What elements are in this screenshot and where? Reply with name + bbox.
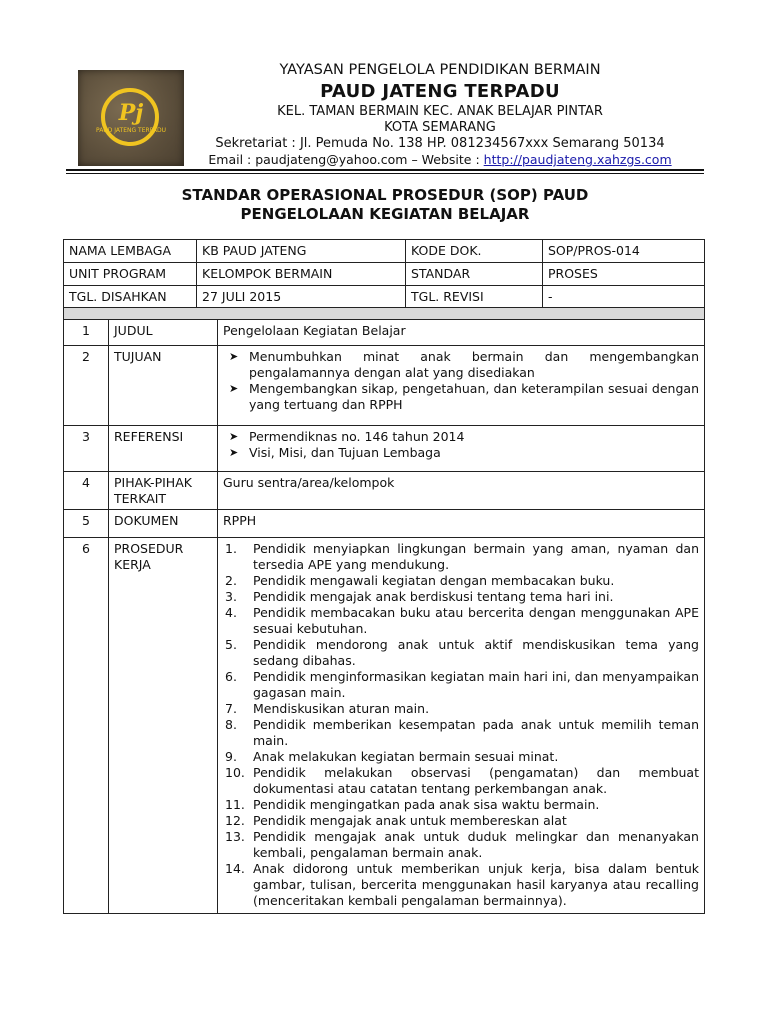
step-text: Pendidik mengingatkan pada anak sisa waktu bermain. <box>253 797 600 812</box>
step-text: Pendidik mengawali kegiatan dengan membacakan buku. <box>253 573 615 588</box>
step-number: 5. <box>225 637 237 652</box>
tujuan-list <box>223 349 699 413</box>
info-label: NAMA LEMBAGA <box>64 240 197 263</box>
sop-table <box>63 307 705 914</box>
step-text: Pendidik memberikan kesempatan pada anak untuk memilih teman main. <box>253 717 699 748</box>
procedure-step <box>223 701 699 717</box>
info-label: KODE DOK. <box>406 240 543 263</box>
info-value: 27 JULI 2015 <box>197 286 406 309</box>
info-label: UNIT PROGRAM <box>64 263 197 286</box>
step-text: Mendiskusikan aturan main. <box>253 701 430 716</box>
row-value: RPPH <box>218 510 705 538</box>
institution-name: PAUD JATENG TERPADU <box>320 81 560 102</box>
step-number: 13. <box>225 829 245 844</box>
letterhead-rule-thick <box>66 169 704 171</box>
prosedur-list <box>223 541 699 909</box>
procedure-step <box>223 813 699 829</box>
row-number: 1 <box>64 320 109 346</box>
row-label: JUDUL <box>109 320 218 346</box>
row-value: Pengelolaan Kegiatan Belajar <box>218 320 705 346</box>
step-text: Pendidik menyiapkan lingkungan bermain yang aman, nyaman dan tersedia APE yang mendukung. <box>253 541 699 572</box>
list-item: ➤ Permendiknas no. 146 tahun 2014 <box>223 429 699 445</box>
table-separator-row <box>64 308 705 320</box>
row-label: TUJUAN <box>109 346 218 426</box>
secretariat-line: Sekretariat : Jl. Pemuda No. 138 HP. 081234567xxx Semarang 50134 <box>215 136 665 151</box>
step-text: Pendidik membacakan buku atau bercerita dengan menggunakan APE sesuai kebutuhan. <box>253 605 699 636</box>
website-link[interactable]: http://paudjateng.xahzgs.com <box>483 152 672 167</box>
foundation-name: YAYASAN PENGELOLA PENDIDIKAN BERMAIN <box>279 62 601 78</box>
row-label: PIHAK-PIHAK TERKAIT <box>109 472 218 510</box>
paud-logo-image <box>78 70 184 166</box>
document-subtitle: PENGELOLAAN KEGIATAN BELAJAR <box>240 205 530 223</box>
info-value: KELOMPOK BERMAIN <box>197 263 406 286</box>
row-value: Guru sentra/area/kelompok <box>218 472 705 510</box>
row-value <box>218 426 705 472</box>
step-number: 14. <box>225 861 245 876</box>
logo-initials: Pj <box>118 100 144 126</box>
step-number: 6. <box>225 669 237 684</box>
info-label: TGL. REVISI <box>406 286 543 309</box>
row-label: PROSEDUR KERJA <box>109 538 218 914</box>
logo-subtext: PAUD JATENG TERPADU <box>95 127 167 134</box>
procedure-step <box>223 717 699 749</box>
email-text: Email : paudjateng@yahoo.com – Website : <box>208 152 484 167</box>
step-number: 2. <box>225 573 237 588</box>
procedure-step <box>223 829 699 861</box>
step-text: Pendidik menginformasikan kegiatan main hari ini, dan menyampaikan gagasan main. <box>253 669 699 700</box>
table-row <box>64 510 705 538</box>
row-number: 5 <box>64 510 109 538</box>
step-number: 3. <box>225 589 237 604</box>
row-number: 2 <box>64 346 109 426</box>
step-number: 8. <box>225 717 237 732</box>
step-text: Anak didorong untuk memberikan unjuk kerja, bisa dalam bentuk gambar, tulisan, bercerita menggunakan hasil karyanya atau recalling (menceritakan kembali pengalaman bermainnya). <box>253 861 699 908</box>
step-number: 11. <box>225 797 245 812</box>
procedure-step <box>223 861 699 909</box>
step-number: 7. <box>225 701 237 716</box>
info-value: PROSES <box>543 263 705 286</box>
step-number: 9. <box>225 749 237 764</box>
separator-cell <box>64 308 705 320</box>
info-label: TGL. DISAHKAN <box>64 286 197 309</box>
row-number: 4 <box>64 472 109 510</box>
letterhead-rule-thin <box>66 173 704 174</box>
table-row <box>64 320 705 346</box>
list-item: ➤ Menumbuhkan minat anak bermain dan mengembangkan pengalamannya dengan alat yang disediakan <box>223 349 699 381</box>
table-row <box>64 426 705 472</box>
procedure-step <box>223 589 699 605</box>
list-item: ➤ Mengembangkan sikap, pengetahuan, dan keterampilan sesuai dengan yang tertuang dan RPPH <box>223 381 699 413</box>
procedure-step <box>223 605 699 637</box>
table-row <box>64 286 705 309</box>
row-number: 3 <box>64 426 109 472</box>
row-value <box>218 538 705 914</box>
table-row <box>64 263 705 286</box>
step-text: Pendidik mengajak anak berdiskusi tentang tema hari ini. <box>253 589 614 604</box>
contact-line <box>190 152 690 167</box>
table-row <box>64 538 705 914</box>
procedure-step <box>223 797 699 813</box>
address-line: KEL. TAMAN BERMAIN KEC. ANAK BELAJAR PINTAR <box>277 104 603 119</box>
procedure-step <box>223 749 699 765</box>
city-line: KOTA SEMARANG <box>384 120 496 135</box>
step-number: 12. <box>225 813 245 828</box>
table-row <box>64 472 705 510</box>
row-value <box>218 346 705 426</box>
referensi-list <box>223 429 699 461</box>
step-text: Pendidik mengajak anak untuk duduk melingkar dan menanyakan kembali, pengalaman bermain anak. <box>253 829 699 860</box>
info-value: - <box>543 286 705 309</box>
procedure-step <box>223 669 699 701</box>
step-number: 1. <box>225 541 237 556</box>
info-label: STANDAR <box>406 263 543 286</box>
procedure-step <box>223 765 699 797</box>
row-label: REFERENSI <box>109 426 218 472</box>
step-number: 4. <box>225 605 237 620</box>
info-value: SOP/PROS-014 <box>543 240 705 263</box>
info-table <box>63 239 705 309</box>
document-title: STANDAR OPERASIONAL PROSEDUR (SOP) PAUD <box>181 186 589 204</box>
procedure-step <box>223 637 699 669</box>
info-value: KB PAUD JATENG <box>197 240 406 263</box>
step-text: Anak melakukan kegiatan bermain sesuai minat. <box>253 749 559 764</box>
table-row <box>64 346 705 426</box>
step-text: Pendidik mendorong anak untuk aktif mendiskusikan tema yang sedang dibahas. <box>253 637 699 668</box>
table-row <box>64 240 705 263</box>
list-item: ➤ Visi, Misi, dan Tujuan Lembaga <box>223 445 699 461</box>
row-number: 6 <box>64 538 109 914</box>
step-number: 10. <box>225 765 245 780</box>
procedure-step <box>223 573 699 589</box>
step-text: Pendidik mengajak anak untuk membereskan alat <box>253 813 567 828</box>
step-text: Pendidik melakukan observasi (pengamatan) dan membuat dokumentasi atau catatan tentang perkembangan anak. <box>253 765 699 796</box>
procedure-step <box>223 541 699 573</box>
row-label: DOKUMEN <box>109 510 218 538</box>
